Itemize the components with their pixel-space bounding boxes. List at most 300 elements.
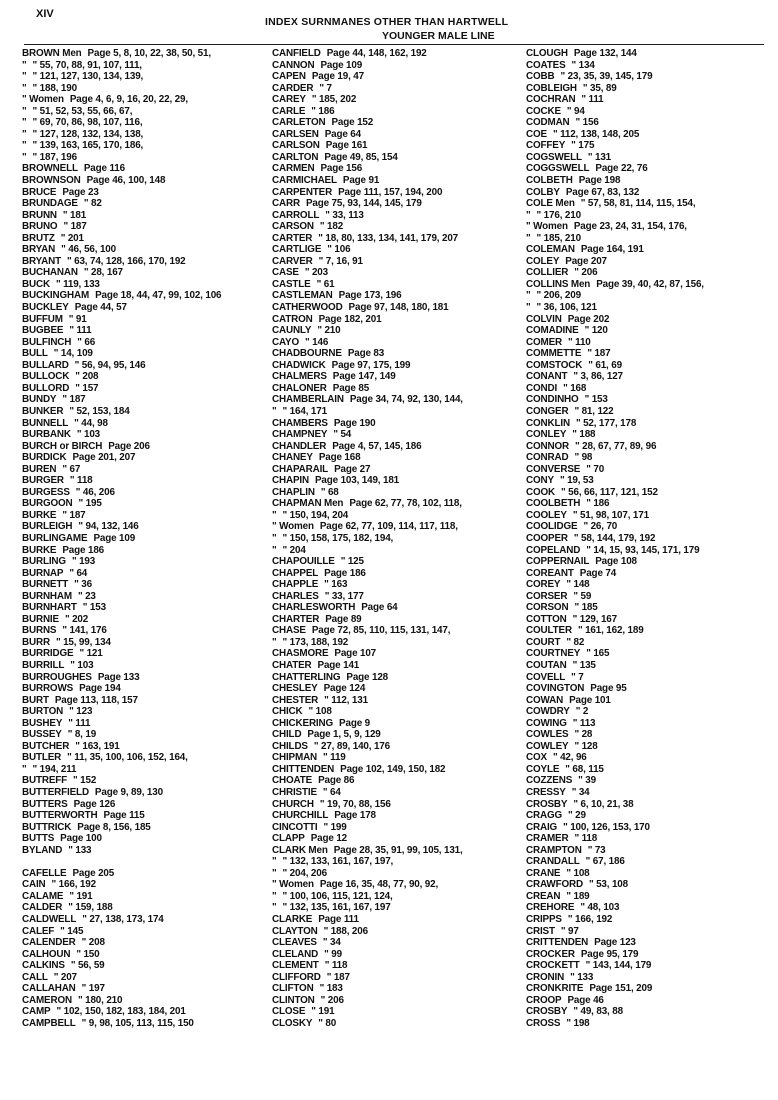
index-entry <box>22 602 272 614</box>
page-references: Page 173, 196 <box>338 290 402 302</box>
surname: BURTON <box>22 706 64 718</box>
surname: " Women <box>272 879 314 891</box>
page-references: " 68 <box>320 486 339 498</box>
index-entry <box>272 914 522 926</box>
page-references: " 207 <box>53 971 77 983</box>
surname: BURBANK <box>22 429 71 441</box>
page-references: " 125 <box>340 556 364 568</box>
surname: COMSTOCK <box>526 359 583 371</box>
surname: CRESSY <box>526 787 566 798</box>
index-entry <box>272 752 522 764</box>
surname: CHANEY <box>272 452 313 464</box>
page-references: " 139, 163, 165, 170, 186, <box>32 140 144 152</box>
page-references: " 166, 192 <box>567 914 613 926</box>
page-references: Page 198 <box>578 175 621 187</box>
page-references: " 14, 15, 93, 145, 171, 179 <box>586 544 700 556</box>
surname: CHATTERLING <box>272 671 341 683</box>
page-references: Page 95, 179 <box>580 948 639 960</box>
surname: CORSON <box>526 602 569 614</box>
index-entry <box>22 140 272 152</box>
index-entry <box>272 487 522 499</box>
page-references: " 91 <box>68 313 87 325</box>
page-references: " 51, 98, 107, 171 <box>572 509 649 521</box>
index-entry <box>526 591 771 603</box>
page-references: " 161, 162, 189 <box>577 625 644 637</box>
page-references: Page 27 <box>334 463 371 475</box>
surname: COOK <box>526 486 556 498</box>
index-entry <box>526 71 771 83</box>
index-entry <box>22 822 272 834</box>
index-entry <box>526 140 771 152</box>
index-entry <box>272 949 522 961</box>
page-references: Page 9, 89, 130 <box>94 787 163 798</box>
surname: BURGER <box>22 475 64 487</box>
surname: " <box>526 232 531 244</box>
index-entry <box>272 799 522 811</box>
index-entry <box>272 383 522 395</box>
surname: CAMP <box>22 1006 51 1018</box>
index-entry <box>22 533 272 545</box>
surname: CHADWICK <box>272 359 326 371</box>
surname: COWLEY <box>526 740 569 752</box>
page-references: Page 64 <box>324 128 361 140</box>
surname: BUTTERS <box>22 798 68 810</box>
page-references: Page 115 <box>103 810 145 822</box>
surname: COE <box>526 128 547 140</box>
surname: CONVERSE <box>526 463 581 475</box>
surname: BURLINGAME <box>22 532 88 544</box>
surname: BUNKER <box>22 405 64 417</box>
page-references: " 187 <box>587 348 611 360</box>
index-entry <box>272 221 522 233</box>
index-entry <box>272 614 522 626</box>
page-references: " 98 <box>574 452 593 464</box>
index-entry <box>526 810 771 822</box>
page-references: " 15, 99, 134 <box>55 636 111 648</box>
page-references: " 187 <box>62 394 86 406</box>
page-references: " 64 <box>69 567 88 579</box>
page-references: " 46, 56, 100 <box>61 244 116 256</box>
surname: COYLE <box>526 763 560 775</box>
index-entry <box>526 614 771 626</box>
page-references: " 159, 188 <box>68 902 113 914</box>
surname: CROSBY <box>526 798 568 810</box>
page-references: " 6, 10, 21, 38 <box>573 798 634 810</box>
page-references: " 208 <box>81 937 105 949</box>
page-references: " 42, 96 <box>552 752 587 764</box>
surname: CRAIG <box>526 821 558 833</box>
page-references: " 204 <box>282 544 306 556</box>
index-entry <box>272 995 522 1007</box>
index-entry <box>22 452 272 464</box>
index-entry <box>272 695 522 707</box>
page-references: Page 186 <box>62 544 104 556</box>
page-references: Page 62, 77, 78, 102, 118, <box>349 498 462 510</box>
page-references: Page 85 <box>332 382 370 394</box>
index-entry <box>22 591 272 603</box>
page-references: " 119 <box>323 752 346 764</box>
surname: BURGESS <box>22 486 70 498</box>
surname: CHESTER <box>272 694 319 706</box>
page-references: Page 4, 6, 9, 16, 20, 22, 29, <box>69 94 188 106</box>
index-entry <box>526 348 771 360</box>
surname: BURKE <box>22 509 57 521</box>
page-references: Page 44, 57 <box>74 302 127 314</box>
surname: CHOATE <box>272 775 313 787</box>
page-references: Page 67, 83, 132 <box>565 186 640 198</box>
index-entry <box>22 706 272 718</box>
page-references: " 11, 35, 100, 106, 152, 164, <box>67 752 188 764</box>
page-references: " 180, 210 <box>77 994 123 1006</box>
page-references: " 36 <box>74 579 92 591</box>
surname: BURROWS <box>22 683 74 695</box>
surname: BULLORD <box>22 382 70 394</box>
surname: COMER <box>526 336 563 348</box>
page-references: " 191 <box>311 1006 335 1018</box>
page-references: " 112, 131 <box>324 694 368 706</box>
page-number: XIV <box>36 8 54 20</box>
page-references: Page 206 <box>108 440 150 452</box>
index-entry <box>526 660 771 672</box>
page-references: " 100, 126, 153, 170 <box>563 821 650 833</box>
surname: CARLTON <box>272 151 319 163</box>
page-references: " 61 <box>316 278 335 290</box>
index-entry <box>526 672 771 684</box>
surname: CANNON <box>272 59 315 71</box>
page-references: Page 111, 157, 194, 200 <box>338 186 443 198</box>
page-references: Page 178 <box>334 810 376 822</box>
index-entry <box>272 637 522 649</box>
page-references: " 163, 191 <box>75 740 120 752</box>
surname: BURKE <box>22 544 57 556</box>
page-references: Page 9 <box>339 717 370 729</box>
surname: COOLIDGE <box>526 521 578 533</box>
index-entry <box>526 117 771 129</box>
index-entry <box>272 625 522 637</box>
surname: COREY <box>526 579 561 591</box>
page-references: " 188 <box>572 429 596 441</box>
page-references: Page 141 <box>317 659 360 671</box>
index-entry <box>526 487 771 499</box>
surname: CORSER <box>526 590 568 602</box>
page-references: Page 124 <box>323 683 366 695</box>
page-references: " 28, 67, 77, 89, 96 <box>575 440 657 452</box>
index-entry <box>272 648 522 660</box>
surname: BUTTS <box>22 833 55 845</box>
surname: CAYO <box>272 336 300 348</box>
page-references: Page 151, 209 <box>589 983 653 995</box>
surname: COULTER <box>526 625 572 637</box>
surname: COCHRAN <box>526 94 576 106</box>
surname: " <box>272 856 277 868</box>
page-references: " 27, 89, 140, 176 <box>313 740 390 752</box>
index-entry <box>526 602 771 614</box>
surname: CALLAHAN <box>22 983 76 995</box>
page-references: " 19, 53 <box>559 475 594 487</box>
surname: BURDICK <box>22 452 67 464</box>
index-entry <box>526 533 771 545</box>
page-references: Page 133 <box>97 671 140 683</box>
surname: CODMAN <box>526 117 570 129</box>
surname: BURROUGHES <box>22 671 92 683</box>
index-entry <box>272 498 522 510</box>
surname: BURNETT <box>22 579 69 591</box>
page-references: " 206, 209 <box>536 290 581 302</box>
surname: BRUNO <box>22 221 58 233</box>
surname: COBLEIGH <box>526 82 577 94</box>
index-entry <box>272 163 522 175</box>
index-entry <box>22 464 272 476</box>
surname: CAIN <box>22 879 46 891</box>
surname: COMADINE <box>526 325 579 337</box>
index-entry <box>22 741 272 753</box>
index-entry <box>272 845 522 857</box>
index-entry <box>22 94 272 106</box>
index-entry <box>526 775 771 787</box>
page-references: " 127, 128, 132, 134, 138, <box>32 128 144 140</box>
header-rule <box>24 44 764 45</box>
surname: COURTNEY <box>526 648 581 660</box>
surname: CARVER <box>272 255 313 267</box>
surname: COLLINS Men <box>526 278 591 290</box>
index-entry <box>526 718 771 730</box>
page-references: " 156 <box>575 117 599 129</box>
page-references: " 133 <box>68 844 92 856</box>
page-references: Page 194 <box>79 683 121 695</box>
page-references: " 168 <box>563 382 587 394</box>
page-references: " 110 <box>568 336 591 348</box>
index-entry <box>526 521 771 533</box>
index-entry <box>272 348 522 360</box>
surname: " <box>22 82 27 94</box>
index-entry <box>22 418 272 430</box>
index-entry <box>526 106 771 118</box>
page-references <box>22 856 272 868</box>
page-references: " 150 <box>76 948 100 960</box>
index-entry <box>22 210 272 222</box>
surname: CAREY <box>272 94 306 106</box>
surname: " <box>22 128 27 140</box>
page-references: " 8, 19 <box>67 729 97 741</box>
surname: COVINGTON <box>526 683 585 695</box>
page-references: " 73 <box>587 844 606 856</box>
index-entry <box>526 163 771 175</box>
index-entry <box>272 718 522 730</box>
surname: BURRILL <box>22 659 65 671</box>
page-references: " 19, 70, 88, 156 <box>319 798 391 810</box>
surname: CHALONER <box>272 382 327 394</box>
page-references: Page 109 <box>93 532 136 544</box>
index-column-1 <box>22 48 272 1029</box>
page-references: Page 205 <box>72 867 115 879</box>
page-references: " 34 <box>571 787 590 798</box>
index-entry <box>272 464 522 476</box>
page-references: Page 147, 149 <box>332 371 396 383</box>
index-entry <box>22 521 272 533</box>
index-entry <box>22 683 272 695</box>
surname: CHAMBERS <box>272 417 328 429</box>
index-entry <box>22 106 272 118</box>
index-entry <box>526 48 771 60</box>
surname: BUTLER <box>22 752 62 764</box>
page-references: " 164, 171 <box>282 405 327 417</box>
page-references: " 146 <box>305 336 329 348</box>
surname: BURR <box>22 636 50 648</box>
page-references: Page 97, 175, 199 <box>331 359 411 371</box>
surname: COOLEY <box>526 509 567 521</box>
surname: BURRIDGE <box>22 648 74 660</box>
page-references: " 52, 177, 178 <box>575 417 637 429</box>
page-references: " 35, 89 <box>582 82 617 94</box>
surname: " <box>22 105 27 117</box>
index-entry <box>526 360 771 372</box>
index-entry <box>526 83 771 95</box>
page-references: " 143, 144, 179 <box>585 960 652 972</box>
index-entry <box>526 879 771 891</box>
index-entry <box>272 764 522 776</box>
page-references: " 18, 80, 133, 134, 141, 179, 207 <box>318 232 458 244</box>
index-entry <box>526 983 771 995</box>
page-references: " 187 <box>326 971 350 983</box>
surname: COWING <box>526 717 567 729</box>
surname: CAPEN <box>272 71 306 83</box>
page-references: " 108 <box>308 706 332 718</box>
page-references: Page 113, 118, 157 <box>54 694 138 706</box>
index-entry <box>526 914 771 926</box>
page-references: " 153 <box>82 602 106 614</box>
index-entry <box>22 83 272 95</box>
page-references: " 48, 103 <box>580 902 620 914</box>
surname: BUNNELL <box>22 417 69 429</box>
index-entry <box>526 475 771 487</box>
index-entry <box>272 406 522 418</box>
index-entry <box>526 290 771 302</box>
page-references: " 27, 138, 173, 174 <box>82 914 164 926</box>
index-entry <box>526 429 771 441</box>
page-references: " 141, 176 <box>62 625 107 637</box>
surname: CARDER <box>272 82 314 94</box>
surname: CONKLIN <box>526 417 570 429</box>
index-entry <box>526 729 771 741</box>
index-column-2 <box>272 48 522 1029</box>
index-entry <box>22 833 272 845</box>
index-entry <box>272 106 522 118</box>
index-entry <box>526 949 771 961</box>
surname: " <box>272 405 277 417</box>
index-entry <box>526 464 771 476</box>
surname: CRAMPTON <box>526 844 582 856</box>
surname: CRITTENDEN <box>526 937 589 949</box>
index-entry <box>22 198 272 210</box>
surname: CROOP <box>526 994 562 1006</box>
page-references: " 23, 35, 39, 145, 179 <box>560 71 653 83</box>
surname: " <box>272 867 277 879</box>
surname: COLE Men <box>526 198 575 210</box>
surname: CLINTON <box>272 994 315 1006</box>
index-entry <box>22 1006 272 1018</box>
surname: CHARTER <box>272 613 320 625</box>
index-entry <box>526 510 771 522</box>
surname: " <box>272 636 277 648</box>
surname: CAUNLY <box>272 325 312 337</box>
surname: CRAGG <box>526 810 563 822</box>
index-entry <box>526 198 771 210</box>
index-entry <box>22 879 272 891</box>
page-references: " 57, 58, 81, 114, 115, 154, <box>580 198 696 210</box>
surname: CHASE <box>272 625 306 637</box>
page-references: Page 75, 93, 144, 145, 179 <box>305 198 422 210</box>
surname: CLEAVES <box>272 937 317 949</box>
index-entry <box>272 360 522 372</box>
page-references: " 165 <box>586 648 610 660</box>
index-entry <box>22 637 272 649</box>
page-references: " 135 <box>572 659 596 671</box>
index-entry <box>272 152 522 164</box>
page-references: " 56, 66, 117, 121, 152 <box>561 486 658 498</box>
surname: COURT <box>526 636 561 648</box>
index-entry <box>22 302 272 314</box>
index-entry <box>272 371 522 383</box>
page-references: Page 19, 47 <box>311 71 364 83</box>
surname: CHARLES <box>272 590 319 602</box>
page-references: Page 91 <box>342 175 380 187</box>
index-entry <box>526 695 771 707</box>
index-entry <box>272 1018 522 1030</box>
index-entry <box>22 729 272 741</box>
index-entry <box>526 267 771 279</box>
index-entry <box>22 48 272 60</box>
page-references: " 157 <box>75 382 99 394</box>
page-references: " 103 <box>76 429 101 441</box>
index-entry <box>272 602 522 614</box>
surname: BUSSEY <box>22 729 62 741</box>
page-references: " 2 <box>575 706 589 718</box>
index-entry <box>22 868 272 880</box>
page-references: Page 34, 74, 92, 130, 144, <box>349 394 463 406</box>
index-entry <box>272 394 522 406</box>
page-references: " 82 <box>83 198 102 210</box>
surname: BUFFUM <box>22 313 63 325</box>
surname: COTTON <box>526 613 567 625</box>
page-references: " 121, 127, 130, 134, 139, <box>32 71 144 83</box>
index-entry <box>526 441 771 453</box>
index-entry <box>272 441 522 453</box>
surname: CARROLL <box>272 209 320 221</box>
page-references: " 28, 167 <box>83 267 123 279</box>
surname: CHICKERING <box>272 717 334 729</box>
index-entry <box>272 314 522 326</box>
page-references: Page 102, 149, 150, 182 <box>340 763 446 775</box>
index-entry <box>22 175 272 187</box>
page-references: " 54 <box>333 429 352 441</box>
page-references: " 53, 108 <box>588 879 628 891</box>
surname: COWDRY <box>526 706 570 718</box>
surname: BULLARD <box>22 359 69 371</box>
surname: COPPERNAIL <box>526 556 590 568</box>
index-entry <box>22 902 272 914</box>
page-references: " 119, 133 <box>55 278 100 290</box>
surname: BRUTZ <box>22 232 55 244</box>
index-entry <box>272 452 522 464</box>
surname: CARR <box>272 198 300 210</box>
page-references: Page 23 <box>62 186 99 198</box>
page-references: Page 49, 85, 154 <box>324 151 398 163</box>
index-entry <box>22 244 272 256</box>
index-entry <box>526 868 771 880</box>
page-references: " 80 <box>318 1017 337 1029</box>
index-entry <box>22 429 272 441</box>
page-references: " 113 <box>572 717 596 729</box>
